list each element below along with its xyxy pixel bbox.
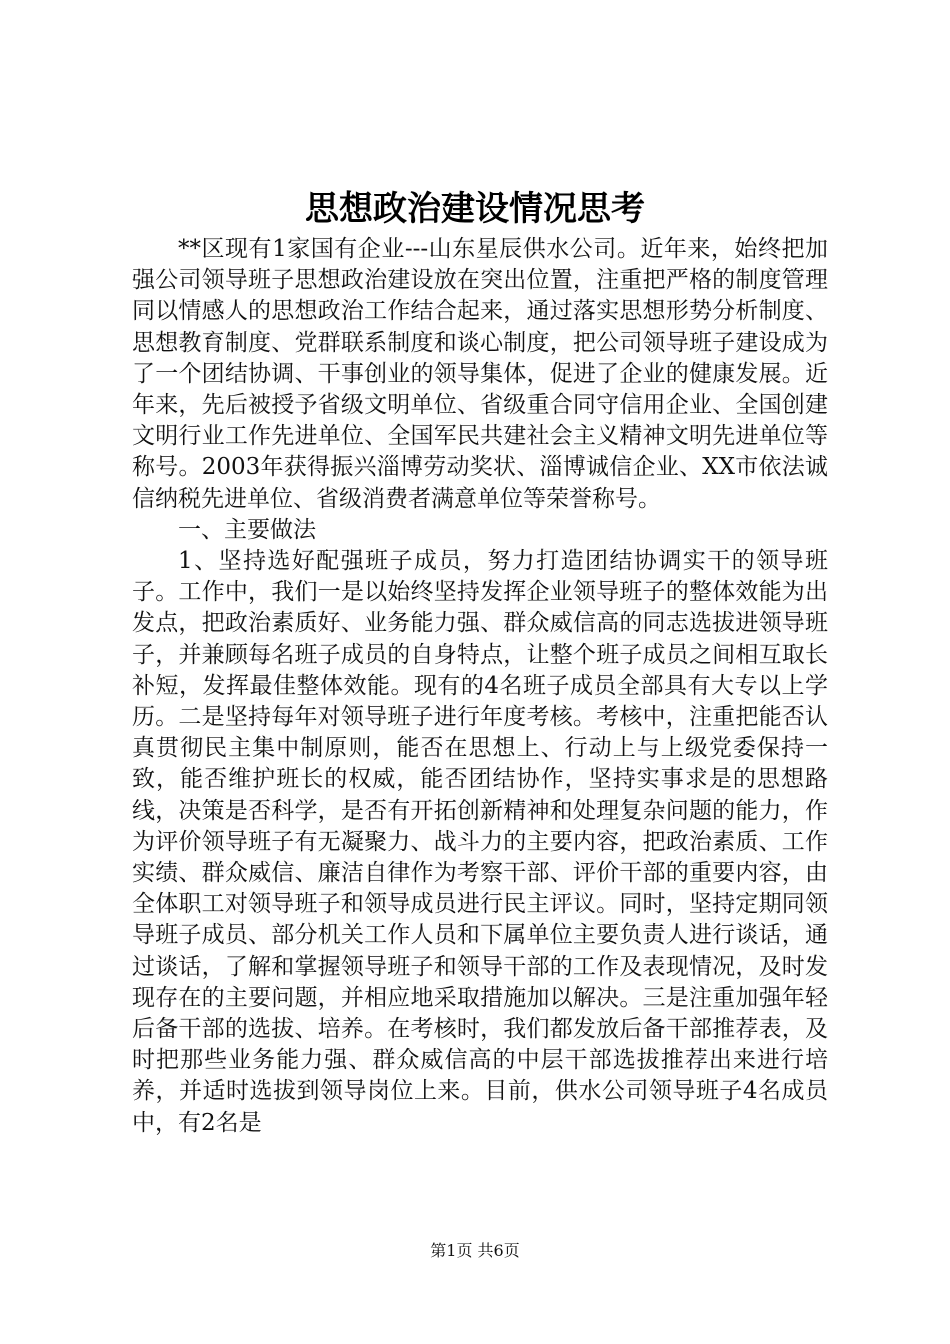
document-body: [132, 234, 828, 1139]
document-title: 思想政治建设情况思考: [305, 189, 645, 229]
paragraph-practice-1: 1、坚持选好配强班子成员，努力打造团结协调实干的领导班子。工作中，我们一是以始终坚持发挥企业领导班子的整体效能为出发点，把政治素质好、业务能力强、群众威信高的同志选拔进领导班子，并兼顾每名班子成员的自身特点，让整个班子成员之间相互取长补短，发挥最佳整体效能。现有的4名班子成员全部具有大专以上学历。二是坚持每年对领导班子进行年度考核。考核中，注重把能否认真贯彻民主集中制原则，能否在思想上、行动上与上级党委保持一致，能否维护班长的权威，能否团结协作，坚持实事求是的思想路线，决策是否科学，是否有开拓创新精神和处理复杂问题的能力，作为评价领导班子有无凝聚力、战斗力的主要内容，把政治素质、工作实绩、群众威信、廉洁自律作为考察干部、评价干部的重要内容，由全体职工对领导班子和领导成员进行民主评议。同时，坚持定期同领导班子成员、部分机关工作人员和下属单位主要负责人进行谈话，通过谈话，了解和掌握领导班子和领导干部的工作及表现情况，及时发现存在的主要问题，并相应地采取措施加以解决。三是注重加强年轻后备干部的选拔、培养。在考核时，我们都发放后备干部推荐表，及时把那些业务能力强、群众威信高的中层干部选拔推荐出来进行培养，并适时选拔到领导岗位上来。目前，供水公司领导班子4名成员中，有2名是: [132, 548, 828, 1136]
section-heading-main-practices: 一、主要做法: [178, 516, 316, 543]
paragraph-intro: **区现有1家国有企业---山东星辰供水公司。近年来，始终把加强公司领导班子思想政治建设放在突出位置，注重把严格的制度管理同以情感人的思想政治工作结合起来，通过落实思想形势分析制度、思想教育制度、党群联系制度和谈心制度，把公司领导班子建设成为了一个团结协调、干事创业的领导集体，促进了企业的健康发展。近年来，先后被授予省级文明单位、省级重合同守信用企业、全国创建文明行业工作先进单位、全国军民共建社会主义精神文明先进单位等称号。2003年获得振兴淄博劳动奖状、淄博诚信企业、XX市依法诚信纳税先进单位、省级消费者满意单位等荣誉称号。: [132, 236, 828, 512]
page-footer: 第1页 共6页: [430, 1241, 520, 1260]
